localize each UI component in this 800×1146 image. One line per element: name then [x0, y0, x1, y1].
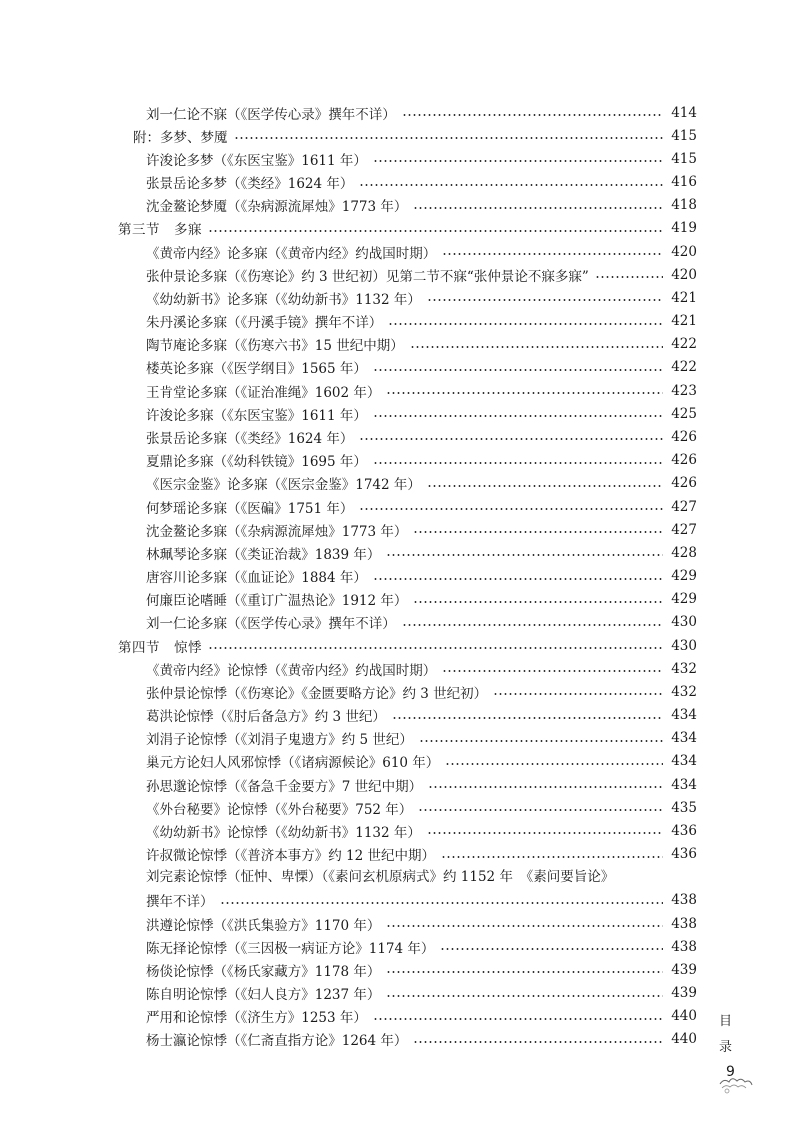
dot-leader	[373, 369, 663, 371]
toc-row	[0, 240, 800, 263]
dot-leader	[442, 670, 663, 672]
toc-row	[0, 773, 800, 796]
toc-entry-page: 436	[671, 822, 697, 839]
cloud-ornament-icon	[718, 1062, 754, 1098]
toc-entry-title: 何梦瑶论多寐（《医碥》1751 年）	[146, 500, 354, 517]
toc-row	[0, 194, 800, 217]
toc-entry[interactable]	[146, 958, 697, 981]
dot-leader	[373, 415, 663, 417]
toc-entry[interactable]	[146, 703, 697, 726]
toc-entry[interactable]	[146, 819, 697, 842]
toc-entry[interactable]	[146, 750, 697, 773]
dot-leader	[413, 207, 663, 209]
toc-entry[interactable]	[146, 171, 697, 194]
toc-entry-title: 孙思邈论惊悸（《备急千金要方》7 世纪中期）	[146, 778, 423, 795]
dot-leader	[402, 114, 663, 116]
toc-row	[0, 402, 800, 425]
dot-leader	[373, 578, 663, 580]
toc-entry-title: 《黄帝内经》论惊悸（《黄帝内经》约战国时期）	[146, 662, 437, 679]
toc-entry-title: 许浚论多寐（《东医宝鉴》1611 年）	[146, 407, 367, 424]
dot-leader	[413, 531, 663, 533]
toc-entry[interactable]	[146, 657, 697, 680]
toc-entry-title: 《幼幼新书》论多寐（《幼幼新书》1132 年）	[146, 291, 421, 308]
toc-entry[interactable]	[146, 472, 697, 495]
toc-entry-title: 刘一仁论多寐（《医学传心录》撰年不详）	[146, 616, 396, 633]
dot-leader	[442, 253, 663, 255]
toc-entry-page: 415	[671, 150, 697, 167]
dot-leader	[373, 462, 663, 464]
toc-entry[interactable]	[146, 194, 697, 217]
dot-leader	[388, 323, 663, 325]
toc-entry-page: 436	[671, 846, 697, 863]
toc-entry-page: 426	[671, 475, 697, 492]
toc-row	[0, 657, 800, 680]
toc-row	[0, 958, 800, 981]
dot-leader	[373, 160, 663, 162]
toc-entry[interactable]	[146, 727, 697, 750]
toc-row	[0, 680, 800, 703]
toc-entry-title: 沈金鳌论多寐（《杂病源流犀烛》1773 年）	[146, 523, 408, 540]
dot-leader	[493, 693, 663, 695]
toc-row	[0, 425, 800, 448]
toc-entry-title: 张景岳论多梦（《类经》1624 年）	[146, 176, 354, 193]
toc-entry-page: 430	[671, 614, 697, 631]
toc-row	[0, 750, 800, 773]
toc-entry-title: 洪遵论惊悸（《洪氏集验方》1170 年）	[146, 917, 381, 934]
toc-entry-page: 415	[671, 127, 697, 144]
toc-row	[0, 171, 800, 194]
toc-row	[0, 1005, 800, 1028]
table-of-contents	[0, 101, 800, 1051]
toc-entry-page: 420	[671, 243, 697, 260]
toc-entry-page: 429	[671, 568, 697, 585]
dot-leader	[595, 276, 663, 278]
toc-entry[interactable]	[146, 680, 697, 703]
toc-entry-page: 428	[671, 544, 697, 561]
toc-entry-title: 《黄帝内经》论多寐（《黄帝内经》约战国时期）	[146, 245, 437, 262]
toc-row	[0, 564, 800, 587]
dot-leader	[392, 717, 663, 719]
toc-entry[interactable]	[146, 356, 697, 379]
toc-row	[0, 356, 800, 379]
toc-entry[interactable]	[146, 588, 697, 611]
toc-row	[0, 472, 800, 495]
toc-row	[0, 1028, 800, 1051]
toc-row	[0, 495, 800, 518]
toc-entry[interactable]	[146, 889, 697, 912]
toc-entry-page: 421	[671, 289, 697, 306]
toc-row	[0, 796, 800, 819]
dot-leader	[359, 438, 663, 440]
toc-entry-page: 439	[671, 961, 697, 978]
toc-entry-page: 429	[671, 591, 697, 608]
toc-entry-title: 杨士瀛论惊悸（《仁斋直指方论》1264 年）	[146, 1033, 408, 1050]
toc-entry[interactable]	[146, 796, 697, 819]
dot-leader	[359, 184, 663, 186]
toc-entry[interactable]	[146, 333, 697, 356]
dot-leader	[413, 1041, 663, 1043]
toc-entry-page: 414	[671, 104, 697, 121]
toc-entry-title: 许叔微论惊悸（《普济本事方》约 12 世纪中期）	[146, 848, 436, 865]
toc-entry-page: 423	[671, 382, 697, 399]
dot-leader	[440, 948, 663, 950]
toc-row	[0, 889, 800, 912]
toc-entry-title: 陶节庵论多寐（《伤寒六书》15 世纪中期）	[146, 338, 404, 355]
toc-entry-title: 林珮琴论多寐（《类证治裁》1839 年）	[146, 546, 381, 563]
toc-entry[interactable]	[146, 773, 697, 796]
dot-leader	[208, 230, 663, 232]
toc-entry[interactable]	[146, 495, 697, 518]
section-title: 第三节 多寐	[118, 222, 202, 239]
toc-row	[0, 703, 800, 726]
toc-entry-page: 434	[671, 753, 697, 770]
dot-leader	[410, 346, 663, 348]
toc-entry-title: 沈金鳌论梦魇（《杂病源流犀烛》1773 年）	[146, 199, 408, 216]
toc-entry-title: 许浚论多梦（《东医宝鉴》1611 年）	[146, 152, 367, 169]
dot-leader	[418, 809, 663, 811]
toc-entry[interactable]	[146, 935, 697, 958]
toc-entry-title: 张仲景论多寐（《伤寒论》约 3 世纪初）见第二节不寐“张仲景论不寐多寐”	[146, 268, 589, 285]
toc-entry-title: 刘一仁论不寐（《医学传心录》撰年不详）	[146, 106, 396, 123]
toc-entry[interactable]	[118, 634, 697, 657]
toc-entry[interactable]	[133, 124, 697, 147]
toc-entry-title: 陈无择论惊悸（《三因极一病证方论》1174 年）	[146, 940, 435, 957]
dot-leader	[386, 925, 663, 927]
dot-leader	[441, 856, 663, 858]
toc-row	[0, 263, 800, 286]
toc-entry-title: 附：多梦、梦魇	[133, 129, 228, 146]
toc-row	[0, 147, 800, 170]
toc-entry-page: 434	[671, 730, 697, 747]
toc-entry-page: 422	[671, 359, 697, 376]
toc-entry[interactable]	[146, 843, 697, 866]
toc-row	[0, 912, 800, 935]
toc-entry-title: 陈自明论惊悸（《妇人良方》1237 年）	[146, 987, 381, 1004]
toc-entry-title: 杨倓论惊悸（《杨氏家藏方》1178 年）	[146, 963, 381, 980]
toc-entry[interactable]	[146, 147, 697, 170]
dot-leader	[373, 1018, 663, 1020]
toc-entry[interactable]	[146, 982, 697, 1005]
toc-entry-page: 438	[671, 938, 697, 955]
toc-entry[interactable]	[146, 564, 697, 587]
toc-entry-page: 435	[671, 799, 697, 816]
toc-entry-title: 巢元方论妇人风邪惊悸（《诸病源候论》610 年）	[146, 755, 440, 772]
toc-entry-title: 楼英论多寐（《医学纲目》1565 年）	[146, 361, 367, 378]
toc-row	[0, 611, 800, 634]
toc-entry-title: 葛洪论惊悸（《肘后备急方》约 3 世纪）	[146, 709, 386, 726]
dot-leader	[386, 392, 663, 394]
toc-entry-title: 《外台秘要》论惊悸（《外台秘要》752 年）	[146, 801, 413, 818]
dot-leader	[419, 740, 663, 742]
toc-entry-page: 434	[671, 707, 697, 724]
toc-entry-title: 《医宗金鉴》论多寐（《医宗金鉴》1742 年）	[146, 477, 421, 494]
toc-row	[0, 449, 800, 472]
dot-leader	[427, 299, 663, 301]
toc-entry-page: 440	[671, 1008, 697, 1025]
toc-row	[0, 588, 800, 611]
toc-entry-page: 421	[671, 313, 697, 330]
toc-entry-title: 《幼幼新书》论惊悸（《幼幼新书》1132 年）	[146, 824, 421, 841]
toc-entry-page: 432	[671, 683, 697, 700]
toc-entry[interactable]	[146, 866, 697, 889]
toc-entry-page: 430	[671, 637, 697, 654]
toc-row	[0, 819, 800, 842]
toc-entry-page: 440	[671, 1031, 697, 1048]
dot-leader	[359, 508, 663, 510]
toc-row	[0, 935, 800, 958]
toc-entry[interactable]	[146, 402, 697, 425]
toc-entry[interactable]	[146, 425, 697, 448]
toc-row	[0, 982, 800, 1005]
toc-row	[0, 541, 800, 564]
toc-entry[interactable]	[146, 449, 697, 472]
toc-entry[interactable]	[146, 518, 697, 541]
toc-entry-page: 438	[671, 915, 697, 932]
toc-entry-page: 438	[671, 892, 697, 909]
dot-leader	[413, 601, 663, 603]
dot-leader	[427, 485, 663, 487]
toc-entry[interactable]	[146, 263, 697, 286]
toc-entry-title: 夏鼎论多寐（《幼科铁镜》1695 年）	[146, 454, 367, 471]
toc-entry-page: 427	[671, 498, 697, 515]
toc-entry-title: 王肯堂论多寐（《证治准绳》1602 年）	[146, 384, 381, 401]
toc-entry[interactable]	[146, 541, 697, 564]
dot-leader	[428, 786, 663, 788]
dot-leader	[386, 554, 663, 556]
toc-entry[interactable]	[146, 912, 697, 935]
toc-entry-title: 张仲景论惊悸（《伤寒论》《金匮要略方论》约 3 世纪初）	[146, 685, 488, 702]
dot-leader	[427, 832, 663, 834]
toc-entry-page: 419	[671, 220, 697, 237]
toc-entry-page: 439	[671, 985, 697, 1002]
toc-entry[interactable]	[146, 379, 697, 402]
toc-entry-page: 422	[671, 336, 697, 353]
toc-entry[interactable]	[118, 217, 697, 240]
toc-entry-page: 416	[671, 174, 697, 191]
dot-leader	[386, 971, 663, 973]
page-number: 9	[726, 1064, 735, 1080]
side-label-lu: 录	[719, 1040, 733, 1055]
toc-row	[0, 843, 800, 866]
toc-entry[interactable]	[146, 310, 697, 333]
side-label-mu: 目	[719, 1014, 733, 1029]
toc-entry-title: 严用和论惊悸（《济生方》1253 年）	[146, 1010, 367, 1027]
toc-entry[interactable]	[146, 286, 697, 309]
dot-leader	[220, 902, 664, 904]
toc-entry[interactable]	[146, 101, 697, 124]
toc-row	[0, 634, 800, 657]
toc-entry-title: 撰年不详）	[146, 894, 214, 911]
toc-row	[0, 333, 800, 356]
toc-row	[0, 379, 800, 402]
dot-leader	[208, 647, 663, 649]
toc-entry-page: 425	[671, 405, 697, 422]
toc-entry-page: 426	[671, 452, 697, 469]
toc-entry-title: 唐容川论多寐（《血证论》1884 年）	[146, 570, 367, 587]
toc-row	[0, 217, 800, 240]
toc-row	[0, 866, 800, 889]
toc-entry[interactable]	[146, 611, 697, 634]
section-title: 第四节 惊悸	[118, 639, 202, 656]
dot-leader	[234, 137, 664, 139]
toc-entry-page: 418	[671, 197, 697, 214]
toc-row	[0, 310, 800, 333]
toc-entry-title: 朱丹溪论多寐（《丹溪手镜》撰年不详）	[146, 315, 383, 332]
dot-leader	[402, 624, 663, 626]
toc-row	[0, 124, 800, 147]
toc-entry-page: 420	[671, 266, 697, 283]
toc-entry[interactable]	[146, 1005, 697, 1028]
toc-entry[interactable]	[146, 1028, 697, 1051]
toc-entry-page: 427	[671, 521, 697, 538]
toc-entry-title: 刘完素论惊悸（怔忡、卑慄）（《素问玄机原病式》约 1152 年 《素问要旨论》	[146, 868, 615, 885]
toc-entry-page: 432	[671, 660, 697, 677]
toc-entry-page: 434	[671, 776, 697, 793]
toc-row	[0, 286, 800, 309]
toc-row	[0, 727, 800, 750]
toc-entry-title: 张景岳论多寐（《类经》1624 年）	[146, 430, 354, 447]
toc-entry[interactable]	[146, 240, 697, 263]
toc-row	[0, 101, 800, 124]
toc-row	[0, 518, 800, 541]
toc-entry-page: 426	[671, 428, 697, 445]
toc-entry-title: 刘涓子论惊悸（《刘涓子鬼遗方》约 5 世纪）	[146, 732, 413, 749]
toc-entry-title: 何廉臣论嗜睡（《重订广温热论》1912 年）	[146, 593, 408, 610]
page-number-ornament	[718, 1062, 754, 1098]
dot-leader	[445, 763, 663, 765]
dot-leader	[386, 995, 663, 997]
